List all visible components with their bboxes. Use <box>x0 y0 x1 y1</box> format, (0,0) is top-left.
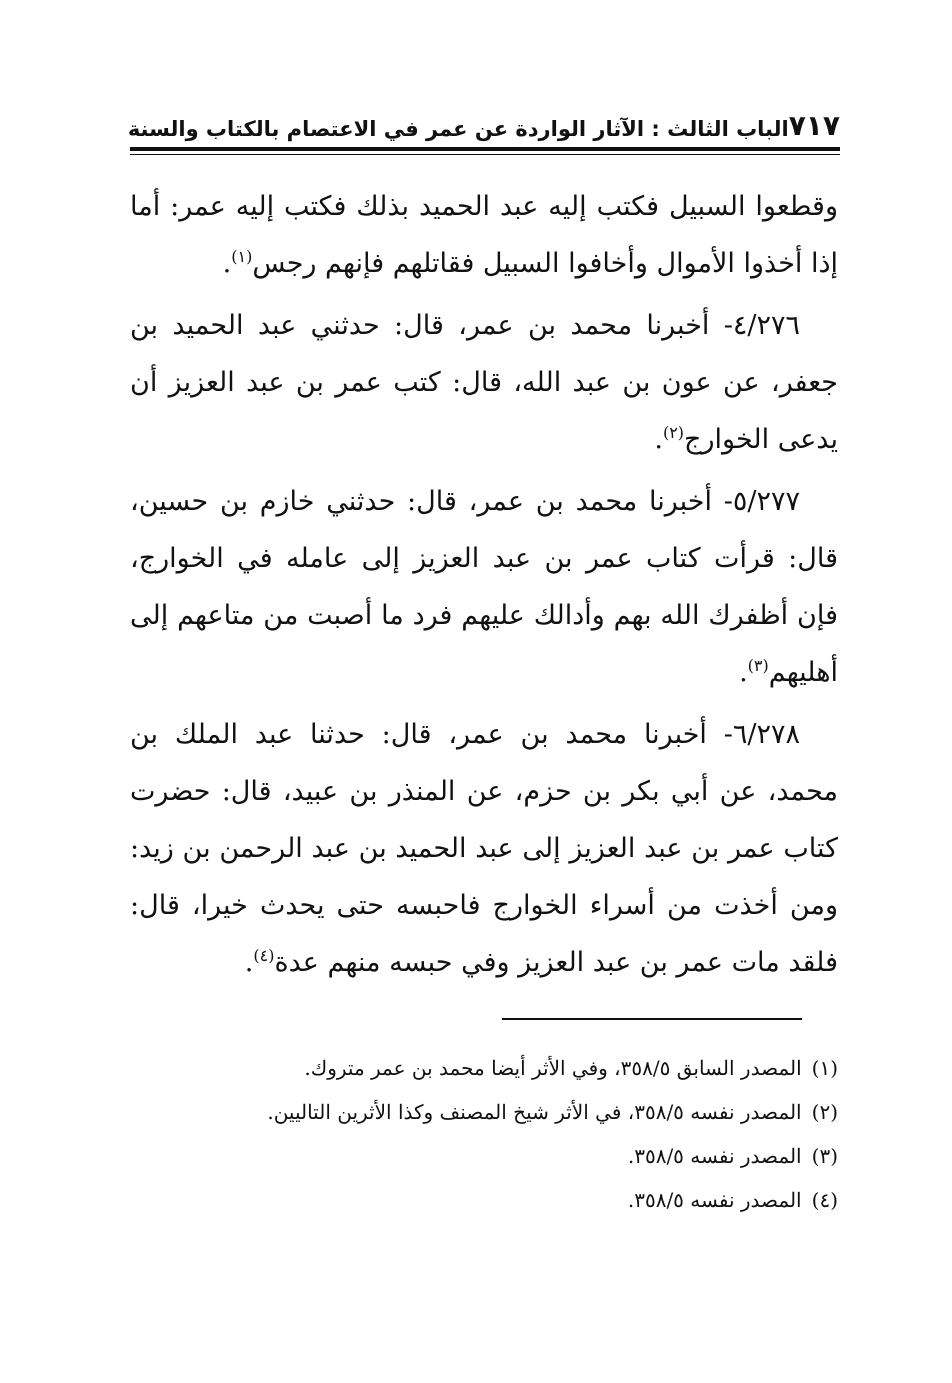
main-text <box>130 178 838 996</box>
narration-278: ٦/٢٧٨- أخبرنا محمد بن عمر، قال: حدثنا عبد الملك بن محمد، عن أبي بكر بن حزم، عن المنذر بن عبيد، قال: حضرت كتاب عمر بن عبد العزيز إلى عبد الحميد بن عبد الرحمن بن زيد: ومن أخذت من أسراء الخوارج فاحبسه حتى يحدث خيرا، قال: فلقد مات عمر بن عبد العزيز وفي حبسه منهم عدة$^{(٤)}$. <box>130 719 838 978</box>
running-title: الباب الثالث : الآثار الواردة عن عمر في الاعتصام بالكتاب والسنة <box>127 117 789 141</box>
footnote-separator <box>502 1018 802 1020</box>
narration-277: ٥/٢٧٧- أخبرنا محمد بن عمر، قال: حدثني خازم بن حسين، قال: قرأت كتاب عمر بن عبد العزيز إلى عامله في الخوارج، فإن أظفرك الله بهم وأدالك عليهم فرد ما أصبت من متاعهم إلى أهليهم$^{(٣)}$. <box>130 486 838 688</box>
footnote-ref[interactable]: (١) <box>231 247 253 266</box>
narration-276: ٤/٢٧٦- أخبرنا محمد بن عمر، قال: حدثني عبد الحميد بن جعفر، عن عون بن عبد الله، قال: كتب عمر بن عبد العزيز أن يدعى الخوارج$^{(٢)}$. <box>130 310 838 455</box>
footnotes <box>180 1046 838 1222</box>
footnote-ref[interactable]: (٢) <box>662 423 685 442</box>
header-rule-thin <box>130 154 840 155</box>
header-rule-thick <box>130 147 840 151</box>
footnote-1 <box>180 1046 838 1090</box>
footnote-3 <box>180 1134 838 1178</box>
footnote-text: المصدر السابق ٣٥٨/٥، وفي الأثر أيضا محمد بن عمر متروك. <box>304 1056 802 1080</box>
page-header <box>127 108 840 144</box>
footnote-text: المصدر نفسه ٣٥٨/٥. <box>627 1188 802 1212</box>
page-number: ٧١٧ <box>788 109 840 142</box>
footnote-mark: (٣) <box>811 1144 838 1168</box>
footnote-mark: (٤) <box>811 1188 838 1212</box>
footnote-ref[interactable]: (٤) <box>253 946 275 965</box>
footnote-mark: (٢) <box>811 1100 838 1124</box>
footnote-text: المصدر نفسه ٣٥٨/٥، في الأثر شيخ المصنف وكذا الأثرين التاليين. <box>267 1100 802 1124</box>
footnote-text: المصدر نفسه ٣٥٨/٥. <box>627 1144 802 1168</box>
paragraph-continuation: وقطعوا السبيل فكتب إليه عبد الحميد بذلك فكتب إليه عمر: أما إذا أخذوا الأموال وأخافوا السبيل فقاتلهم فإنهم رجس$^{(١)}$. <box>130 191 838 279</box>
footnote-mark: (١) <box>811 1056 838 1080</box>
footnote-ref[interactable]: (٣) <box>747 656 769 675</box>
footnote-4 <box>180 1178 838 1222</box>
footnote-2 <box>180 1090 838 1134</box>
